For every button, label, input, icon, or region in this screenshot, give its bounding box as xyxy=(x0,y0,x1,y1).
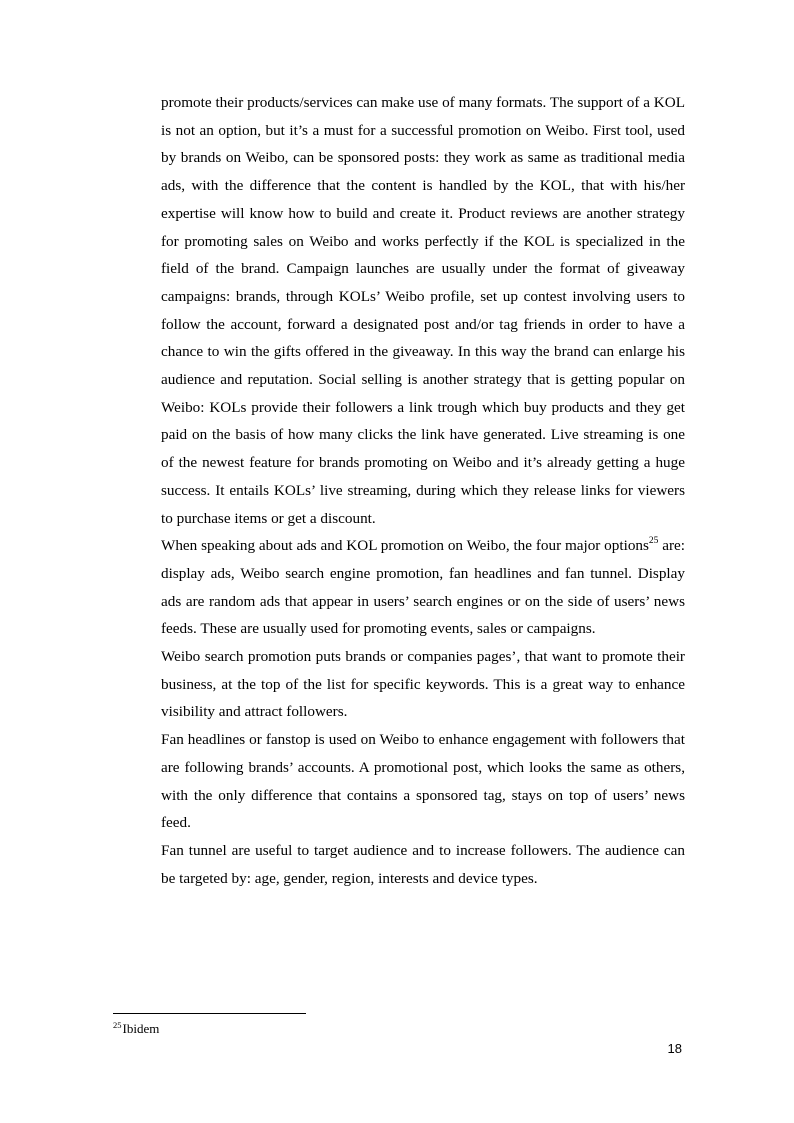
page-number: 18 xyxy=(667,1041,682,1056)
footnote xyxy=(113,1021,159,1037)
paragraph-fan-headlines: Fan headlines or fanstop is used on Weibo to enhance engagement with followers that are following brands’ accounts. A promotional post, which looks the same as others, with the only difference that contains a sponsored tag, stays on top of users’ news feed. xyxy=(161,731,685,832)
paragraph-search-promotion: Weibo search promotion puts brands or companies pages’, that want to promote their business, at the top of the list for specific keywords. This is a great way to enhance visibility and attract followers. xyxy=(161,648,685,721)
footnote-text: Ibidem xyxy=(122,1021,160,1036)
footnote-divider xyxy=(113,1013,306,1014)
paragraph-ads-options xyxy=(161,532,685,643)
paragraph-kol-formats: promote their products/services can make use of many formats. The support of a KOL is not an option, but it’s a must for a successful promotion on Weibo. First tool, used by brands on Weibo, can be sponsored posts: they work as same as traditional media ads, with the difference that the content is handled by the KOL, that with his/her expertise will know how to build and create it. Product reviews are another strategy for promoting sales on Weibo and works perfectly if the KOL is specialized in the field of the brand. Campaign launches are usually under the format of giveaway campaigns: brands, through KOLs’ Weibo profile, set up contest involving users to follow the account, forward a designated post and/or tag friends in order to have a chance to win the gifts offered in the giveaway. In this way the brand can enlarge his audience and reputation. Social selling is another strategy that is getting popular on Weibo: KOLs provide their followers a link trough which buy products and they get paid on the basis of how many clicks the link have generated. Live streaming is one of the newest feature for brands promoting on Weibo and it’s already getting a huge success. It entails KOLs’ live streaming, during which they release links for viewers to purchase items or get a discount. xyxy=(161,94,685,527)
body-text xyxy=(161,89,685,892)
paragraph-ads-options-start: When speaking about ads and KOL promotion on Weibo, the four major options xyxy=(161,537,649,555)
footnote-reference[interactable]: 25 xyxy=(648,536,659,547)
paragraph-fan-tunnel: Fan tunnel are useful to target audience and to increase followers. The audience can be targeted by: age, gender, region, interests and device types. xyxy=(161,841,685,887)
paragraph-ads-options-end: are: display ads, Weibo search engine promotion, fan headlines and fan tunnel. Display ads are random ads that appear in users’ search engines or on the side of users’ news feeds. These are usually used for promoting events, sales or campaigns. xyxy=(161,537,686,638)
footnote-number: 25 xyxy=(113,1020,122,1030)
